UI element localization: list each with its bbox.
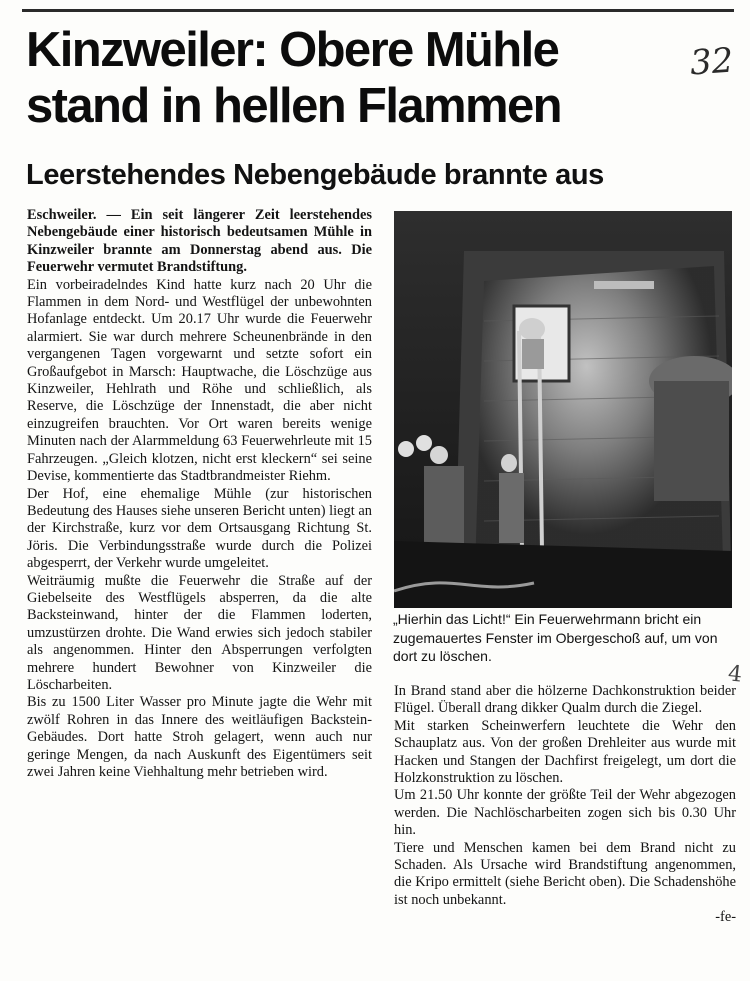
- headline: [26, 22, 706, 134]
- body-paragraph-3: Weiträumig mußte die Feuerwehr die Straße auf der Giebelseite des Westflügels absperren, da die alte Backsteinwand, hinter der die Flammen loderten, umzustürzen drohte. Die Wand erwies sich jedoch stabiler als angenommen. Hinter den Absperrungen verfolgten mehrere hundert Bewohner von Kinzweiler die Löscharbeiten.: [27, 572, 372, 693]
- body-paragraph-1: Ein vorbeiradelndes Kind hatte kurz nach 20 Uhr die Flammen in dem Nord- und Westflügel der unbewohnten Hofanlage entdeckt. Um 20.17 Uhr wurde die Feuerwehr alarmiert. Sie war durch mehrere Scheunenbrände in den vergangenen Tagen vorgewarnt und setzte sofort ein Großaufgebot in Marsch: Hauptwache, die Löschzüge aus Kinzweiler, Hehlrath und Röhe und schließlich, als Reserve, die Löschzüge der Innenstadt, die aber nicht einzugreifen brauchten. Vor Ort waren bereits wenige Minuten nach der Alarmmeldung 63 Feuerwehrleute mit 15 Fahrzeugen. „Gleich klotzen, nicht erst kleckern“ sei seine Devise, kommentierte das Stadtbrandmeister Riehm.: [27, 276, 372, 485]
- body-paragraph-8: Tiere und Menschen kamen bei dem Brand nicht zu Schaden. Als Ursache wird Brandstiftung angenommen, die Kripo ermittelt (siehe Bericht oben). Die Schadenshöhe ist noch unbekannt.: [394, 839, 736, 908]
- headline-line-2: stand in hellen Flammen: [26, 79, 561, 133]
- body-paragraph-6: Mit starken Scheinwerfern leuchtete die Wehr den Schauplatz aus. Von der großen Drehleiter aus wurde mit Hacken und Stangen der Dachfirst freigelegt, um dort die Holzkonstruktion zu löschen.: [394, 717, 736, 787]
- lead-paragraph: Eschweiler. — Ein seit längerer Zeit leerstehendes Nebengebäude einer historisch bedeutsamen Mühle in Kinzweiler brannte am Donnerstag abend aus. Die Feuerwehr vermutet Brandstiftung.: [27, 207, 372, 276]
- body-paragraph-2: Der Hof, eine ehemalige Mühle (zur historischen Bedeutung des Hauses siehe unseren Bericht unten) liegt an der Kirchstraße, kurz vor dem Ortsausgang Richtung St. Jöris. Die Verbindungsstraße wurde durch die Polizei abgesperrt, der Verkehr wurde umgeleitet.: [27, 485, 372, 572]
- body-paragraph-5: In Brand stand aber die hölzerne Dachkonstruktion beider Flügel. Überall drang dikker Qualm durch die Ziegel.: [394, 683, 736, 717]
- body-paragraph-4: Bis zu 1500 Liter Wasser pro Minute jagte die Wehr mit zwölf Rohren in das Innere des weitläufigen Backstein-Gebäudes. Dort hatte Stroh gelagert, wenn auch nur geringe Mengen, da nach Auskunft des Eigentümers seit zwei Jahren keine Viehhaltung mehr betrieben wird.: [27, 694, 372, 780]
- subheadline: Leerstehendes Nebengebäude brannte aus: [26, 159, 604, 191]
- left-column: [27, 207, 372, 781]
- handwritten-page-number: 32: [688, 40, 735, 84]
- photo-caption: „Hierhin das Licht!“ Ein Feuerwehrmann bricht ein zugemauertes Fenster im Obergeschoß auf, um von dort zu löschen.: [393, 611, 718, 665]
- right-column: [394, 683, 736, 927]
- author-signature: -fe-: [715, 909, 736, 926]
- top-rule: [22, 9, 734, 12]
- headline-line-1: Kinzweiler: Obere Mühle: [26, 23, 559, 77]
- body-paragraph-7: Um 21.50 Uhr konnte der größte Teil der Wehr abgezogen werden. Die Nachlöscharbeiten zogen sich bis 0.30 Uhr hin.: [394, 787, 736, 839]
- handwritten-mark: 4: [726, 661, 744, 688]
- press-photo-firefighters: [394, 211, 732, 608]
